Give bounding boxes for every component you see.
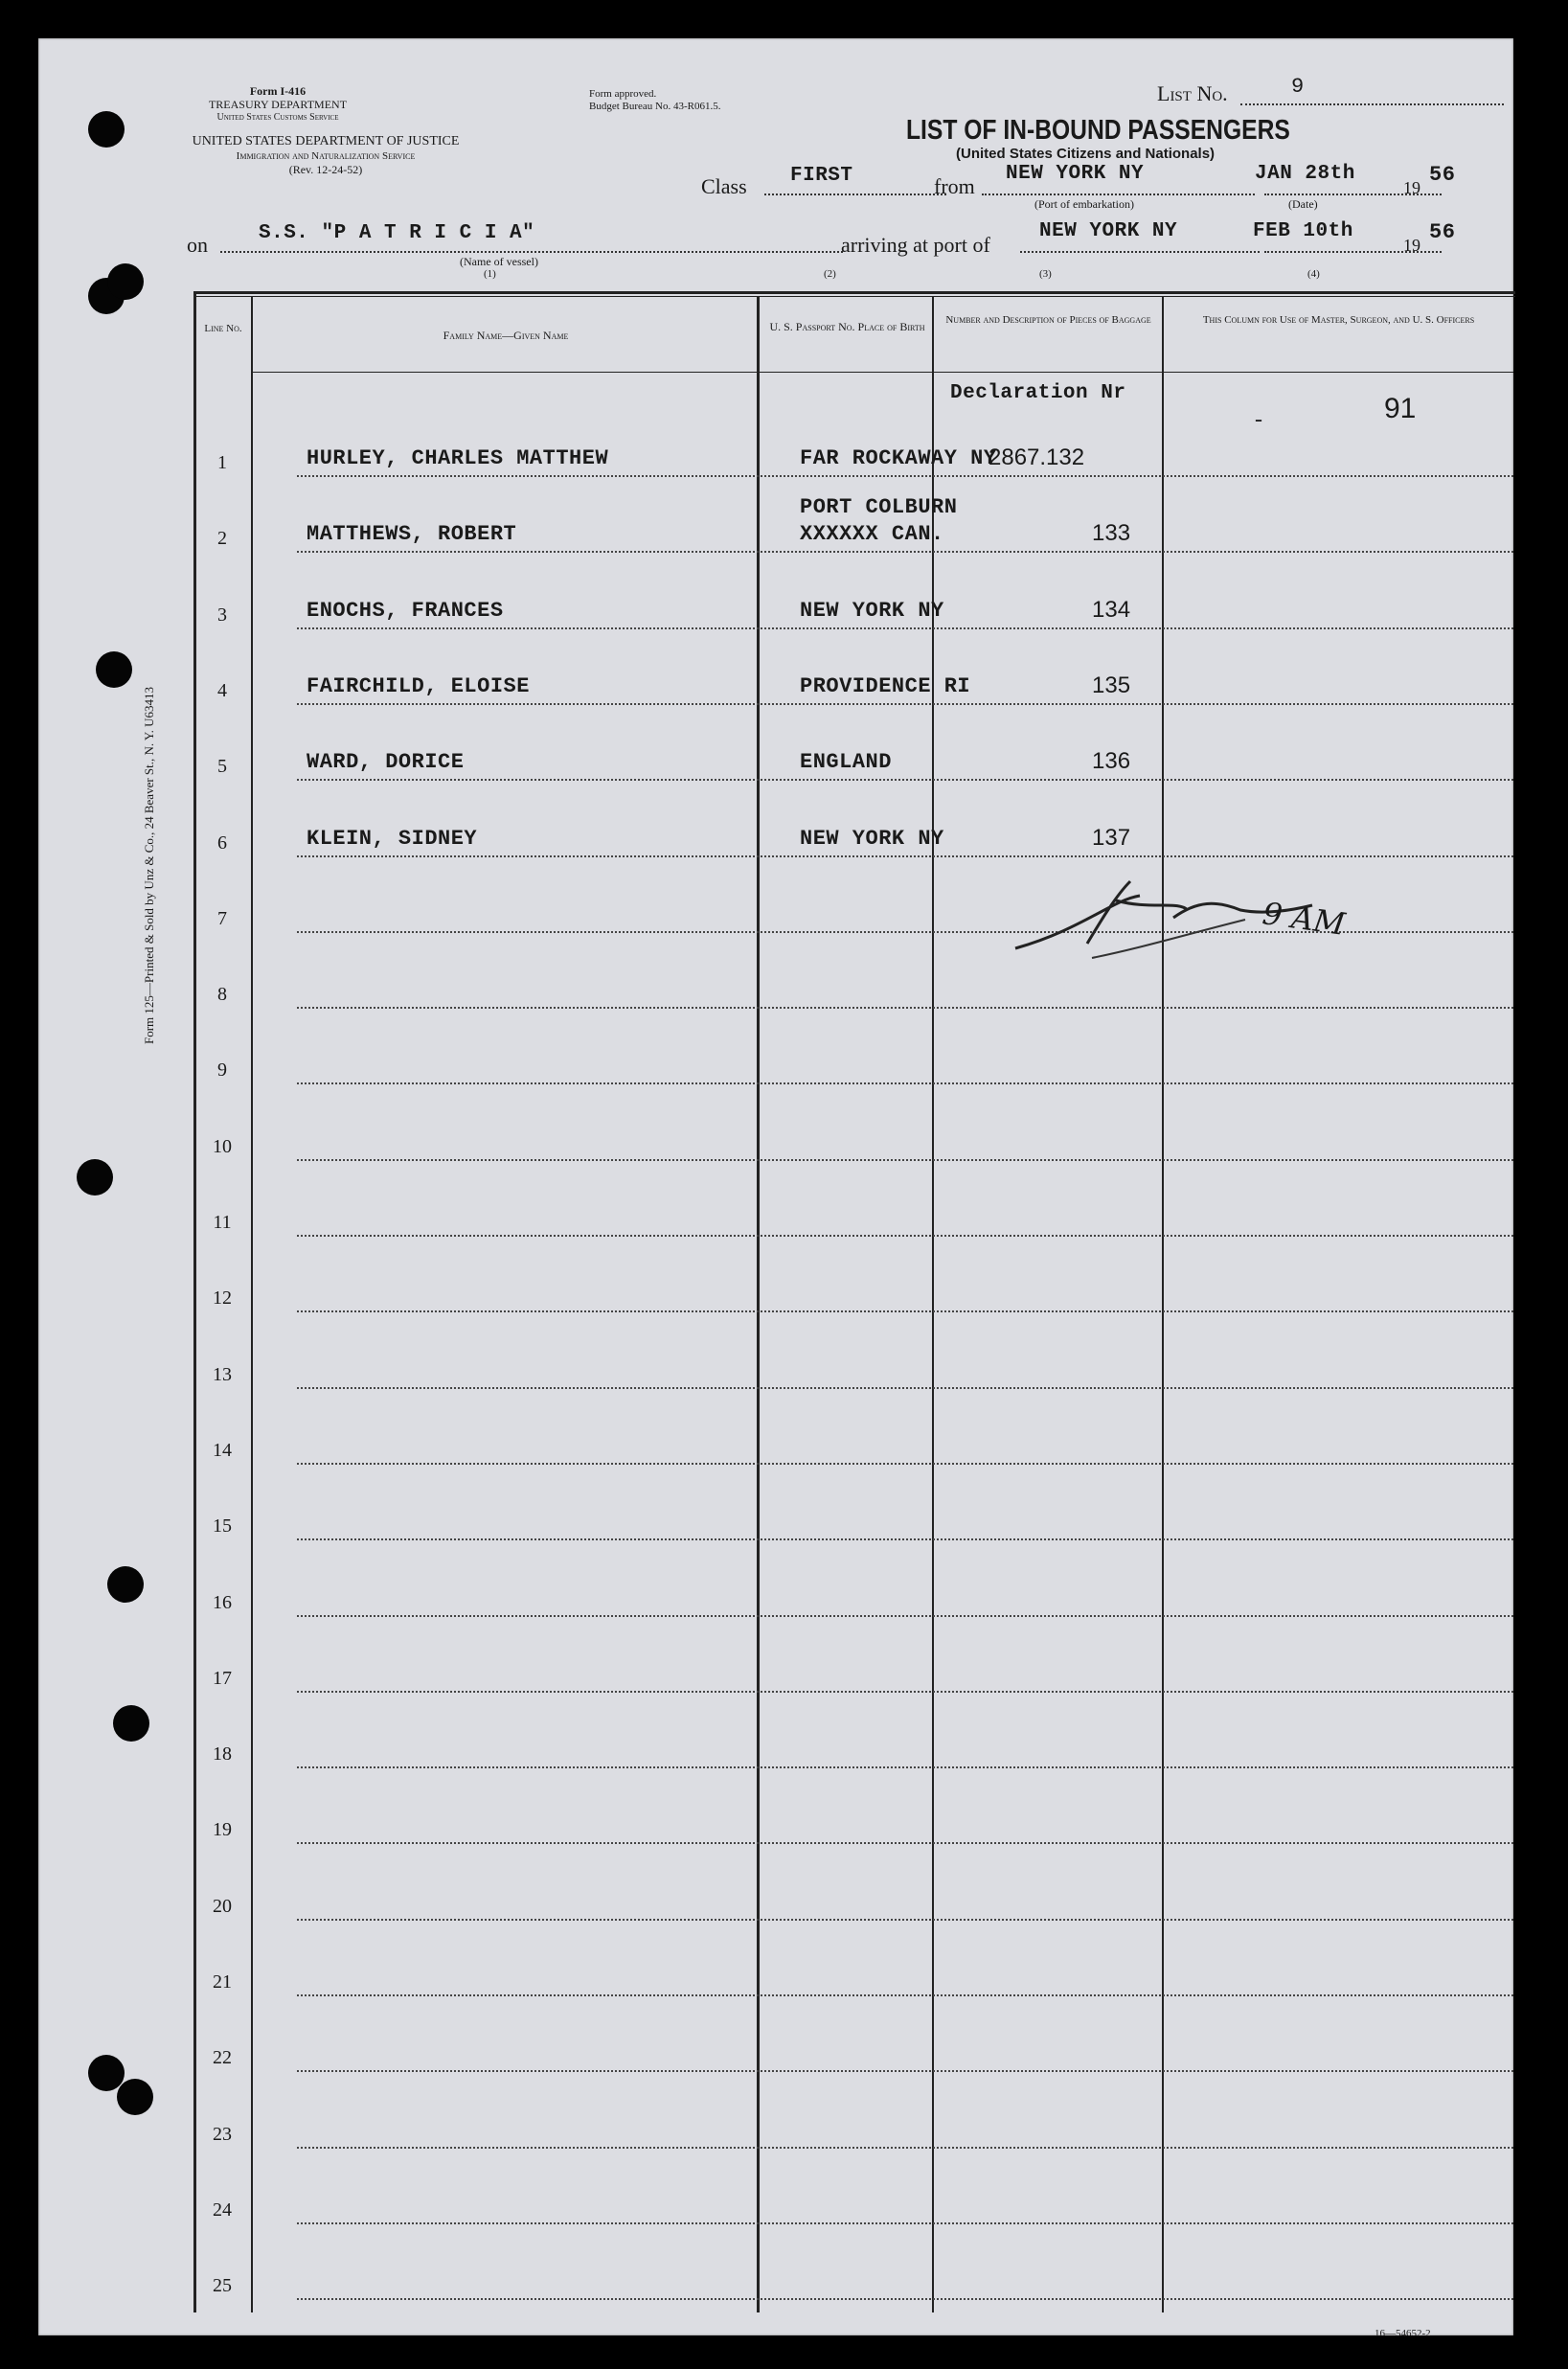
revision-date: (Rev. 12-24-52) (288, 162, 363, 176)
row-number: 19 (213, 1819, 232, 1841)
caption-2: (2) (824, 268, 836, 280)
punch-hole (88, 111, 125, 148)
row-number: 3 (217, 604, 227, 626)
embark-year: 56 (1429, 163, 1456, 187)
header-line-no: Line No. (204, 323, 242, 334)
row-line (297, 1691, 1513, 1693)
row-line (297, 1919, 1513, 1921)
budget-bureau: Budget Bureau No. 43-R061.5. (589, 101, 721, 113)
row-line (297, 1310, 1513, 1312)
row-line (297, 1615, 1513, 1617)
passenger-name: HURLEY, CHARLES MATTHEW (307, 446, 609, 470)
row-line (297, 1766, 1513, 1768)
punch-hole (113, 1705, 149, 1742)
passenger-name: MATTHEWS, ROBERT (307, 522, 517, 547)
passenger-name: FAIRCHILD, ELOISE (307, 673, 530, 698)
arrival-date: FEB 10th (1253, 220, 1353, 242)
passenger-name: ENOCHS, FRANCES (307, 598, 504, 623)
passenger-name: WARD, DORICE (307, 750, 465, 775)
footer-code: 16—54652-2 (1375, 2328, 1431, 2339)
place-of-birth: XXXXXX CAN. (800, 522, 944, 547)
embark-year-prefix: 19 (1403, 178, 1420, 197)
baggage-divider (1162, 297, 1164, 2312)
row-line (297, 1994, 1513, 1996)
row-number: 25 (213, 2275, 232, 2297)
baggage-declaration: 136 (1092, 748, 1131, 775)
row-number: 12 (213, 1287, 232, 1310)
form-approved (589, 88, 720, 113)
arrival-port-line (1020, 251, 1260, 253)
punch-hole (107, 1566, 144, 1603)
place-of-birth: PROVIDENCE RI (800, 673, 971, 698)
row-number: 15 (213, 1515, 232, 1538)
form-approved-line1: Form approved. (589, 88, 657, 100)
row-line (297, 2070, 1513, 2072)
arriving-label: arriving at port of (841, 233, 990, 257)
row-number: 7 (217, 907, 227, 929)
passenger-name: KLEIN, SIDNEY (307, 826, 478, 851)
header-passport: U. S. Passport No. Place of Birth (769, 320, 925, 333)
row-number: 22 (213, 2047, 232, 2069)
class-value: FIRST (790, 165, 853, 187)
row-number: 13 (213, 1363, 232, 1385)
row-number: 24 (213, 2198, 232, 2221)
list-no-label: List No. (1157, 81, 1228, 105)
row-number: 11 (213, 1212, 232, 1233)
form-number: Form I-416 (249, 84, 307, 98)
place-of-birth-line1: PORT COLBURN (800, 495, 958, 520)
arrival-year: 56 (1429, 220, 1456, 244)
arrival-year-prefix: 19 (1403, 236, 1420, 255)
row-number: 16 (213, 1591, 232, 1613)
on-label: on (187, 233, 208, 257)
embark-date: JAN 28th (1255, 163, 1355, 185)
row-line (297, 1235, 1513, 1237)
declaration-note: Declaration Nr (950, 382, 1126, 404)
row-line (297, 2147, 1513, 2149)
caption-4: (4) (1307, 268, 1320, 280)
officer-note: 91 (1384, 393, 1417, 424)
row-line (297, 2222, 1513, 2224)
row-number: 6 (217, 831, 227, 854)
row-line (297, 1082, 1513, 1084)
list-no-value: 9 (1291, 75, 1305, 99)
caption-1: (1) (484, 268, 496, 280)
port-of-arrival: NEW YORK NY (1039, 220, 1178, 242)
justice-dept: UNITED STATES DEPARTMENT OF JUSTICE (192, 134, 460, 148)
class-line (764, 194, 946, 195)
side-print: Form 125—Printed & Sold by Unz & Co., 24 Beaver St., N. Y. U63413 (142, 686, 156, 1044)
table-top-border (193, 291, 1515, 294)
row-number: 10 (213, 1135, 232, 1157)
row-number: 4 (217, 679, 227, 701)
baggage-declaration: 2867.132 (989, 444, 1085, 470)
row-line (297, 779, 1513, 781)
row-number: 17 (213, 1667, 232, 1689)
place-divider (759, 297, 760, 2312)
header-officers: This Column for Use of Master, Surgeon, and U. S. Officers (1202, 314, 1475, 326)
row-line (297, 703, 1513, 705)
punch-hole (117, 2079, 153, 2115)
baggage-declaration: 135 (1092, 672, 1131, 698)
row-line (297, 1387, 1513, 1389)
form-left-header (172, 84, 383, 124)
row-number: 14 (213, 1439, 232, 1461)
header-name: Family Name—Given Name (443, 329, 569, 342)
place-of-birth: ENGLAND (800, 750, 892, 775)
list-no-line (1240, 103, 1504, 105)
row-number: 23 (213, 2123, 232, 2145)
treasury-dept: TREASURY DEPARTMENT (208, 98, 348, 112)
row-number: 8 (217, 984, 227, 1006)
punch-hole (107, 263, 144, 300)
header-bottom-rule (251, 372, 1513, 373)
punch-hole (88, 2055, 125, 2091)
port-of-embarkation: NEW YORK NY (1006, 163, 1145, 185)
row-line (297, 1842, 1513, 1844)
officer-dash: - (1255, 407, 1262, 432)
row-line (297, 475, 1513, 477)
row-line (297, 2298, 1513, 2300)
row-number: 18 (213, 1743, 232, 1765)
header-baggage: Number and Description of Pieces of Baggage (945, 314, 1151, 326)
line-no-divider (251, 297, 253, 2312)
baggage-declaration: 137 (1092, 824, 1131, 851)
punch-hole (96, 651, 132, 688)
form-sheet (38, 38, 1513, 2339)
from-label: from (934, 174, 975, 198)
place-of-birth: NEW YORK NY (800, 826, 944, 851)
place-of-birth: NEW YORK NY (800, 598, 944, 623)
customs-service: United States Customs Service (216, 111, 339, 123)
embark-line (982, 194, 1255, 195)
caption-3: (3) (1039, 268, 1052, 280)
row-line (297, 627, 1513, 629)
handwritten-signature (996, 843, 1475, 1015)
row-number: 1 (217, 452, 227, 473)
table-top-border-2 (193, 296, 1515, 297)
vessel-name: S.S. "P A T R I C I A" (259, 222, 535, 244)
page-subtitle: (United States Citizens and Nationals) (956, 146, 1216, 162)
vessel-caption: (Name of vessel) (460, 255, 538, 268)
row-number: 21 (213, 1971, 232, 1993)
row-line (297, 1159, 1513, 1161)
row-line (297, 551, 1513, 553)
place-of-birth: FAR ROCKAWAY NY (800, 446, 997, 470)
embark-caption: (Port of embarkation) (1034, 197, 1134, 211)
immigration-service: Immigration and Naturalization Service (236, 149, 416, 162)
vessel-line (220, 251, 843, 253)
row-number: 5 (217, 756, 227, 778)
row-line (297, 1538, 1513, 1540)
class-label: Class (701, 174, 747, 198)
row-number: 9 (217, 1059, 227, 1082)
page-title: LIST OF IN-BOUND PASSENGERS (906, 115, 1290, 146)
handwritten-initials: 9 AM (1260, 895, 1348, 943)
row-line (297, 1463, 1513, 1465)
punch-hole (77, 1159, 113, 1196)
embark-date-caption: (Date) (1288, 197, 1318, 211)
row-number: 2 (217, 528, 227, 550)
row-number: 20 (213, 1895, 232, 1917)
baggage-declaration: 134 (1092, 596, 1131, 623)
justice-header (182, 134, 469, 176)
baggage-declaration: 133 (1092, 520, 1131, 547)
